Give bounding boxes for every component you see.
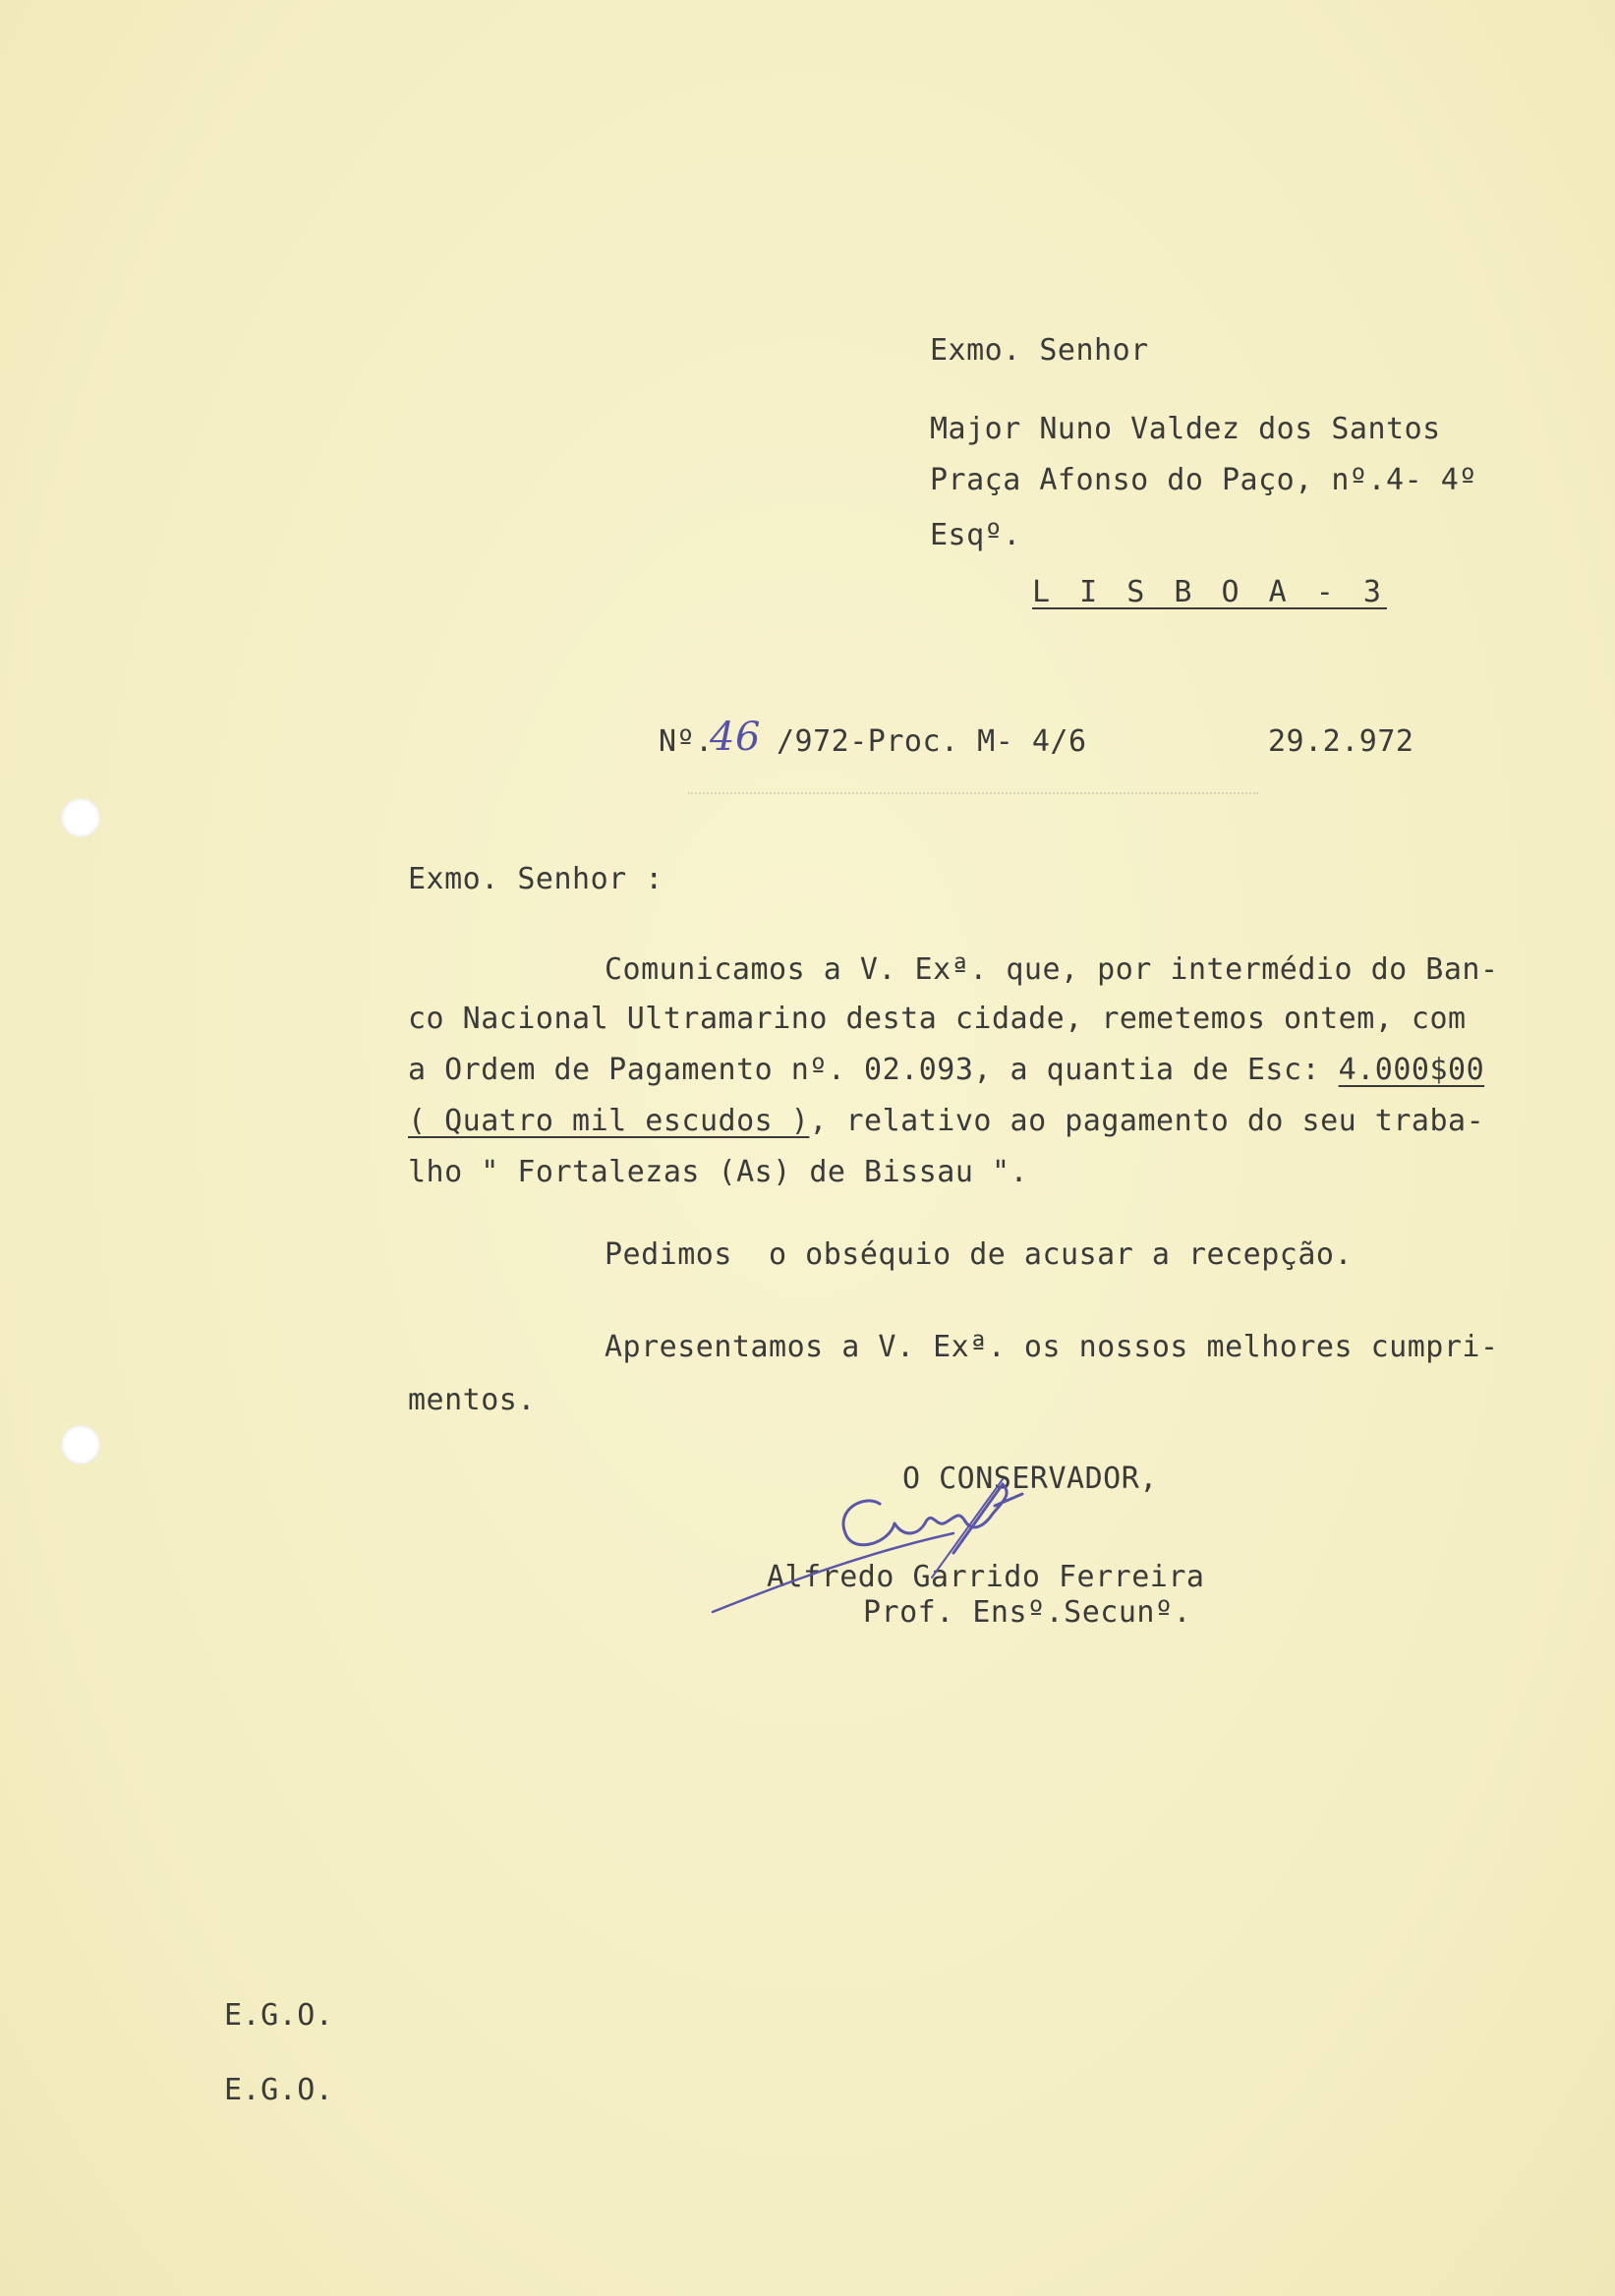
signatory-title: O CONSERVADOR, [902,1462,1158,1496]
recipient-address-line2: Esqº. [930,518,1021,552]
para1-line2: co Nacional Ultramarino desta cidade, remetemos ontem, com [408,1002,1467,1036]
para1-line3 [408,1053,1485,1087]
signatory-name: Alfredo Garrido Ferreira [767,1560,1205,1594]
punch-hole-top [61,798,100,837]
para1-line5: lho " Fortalezas (As) de Bissau ". [408,1155,1029,1189]
handwritten-signature [708,1464,1219,1641]
para1-line3-text: a Ordem de Pagamento nº. 02.093, a quantia de Esc: [408,1053,1339,1087]
payment-amount: 4.000$00 [1338,1053,1485,1087]
reference-handwritten-number: 46 [710,715,761,760]
reference-date: 29.2.972 [1268,724,1414,759]
para1-line1: Comunicamos a V. Exª. que, por intermédio do Ban- [605,952,1499,987]
reference-dotted-rule [688,786,1258,794]
recipient-name: Major Nuno Valdez dos Santos [930,412,1441,446]
signatory-position: Prof. Ensº.Secunº. [863,1595,1192,1630]
para3-line1: Apresentamos a V. Exª. os nossos melhores cumpri- [605,1330,1499,1364]
reference-prefix: Nº. [659,724,714,759]
recipient-city: L I S B O A - 3 [1032,575,1387,609]
footer-initials-2: E.G.O. [224,2073,334,2107]
punch-hole-bottom [61,1425,100,1464]
reference-process: /972-Proc. M- 4/6 [777,724,1087,759]
footer-initials-1: E.G.O. [224,1998,334,2033]
recipient-salutation: Exmo. Senhor [930,333,1149,368]
para1-line4-text: , relativo ao pagamento do seu traba- [809,1104,1485,1138]
amount-in-words: ( Quatro mil escudos ) [408,1104,810,1138]
recipient-address-line1: Praça Afonso do Paço, nº.4- 4º [930,463,1477,497]
letter-greeting: Exmo. Senhor : [408,862,663,896]
para3-line2: mentos. [408,1383,536,1417]
para2: Pedimos o obséquio de acusar a recepção. [605,1237,1354,1272]
para1-line4 [408,1104,1485,1138]
